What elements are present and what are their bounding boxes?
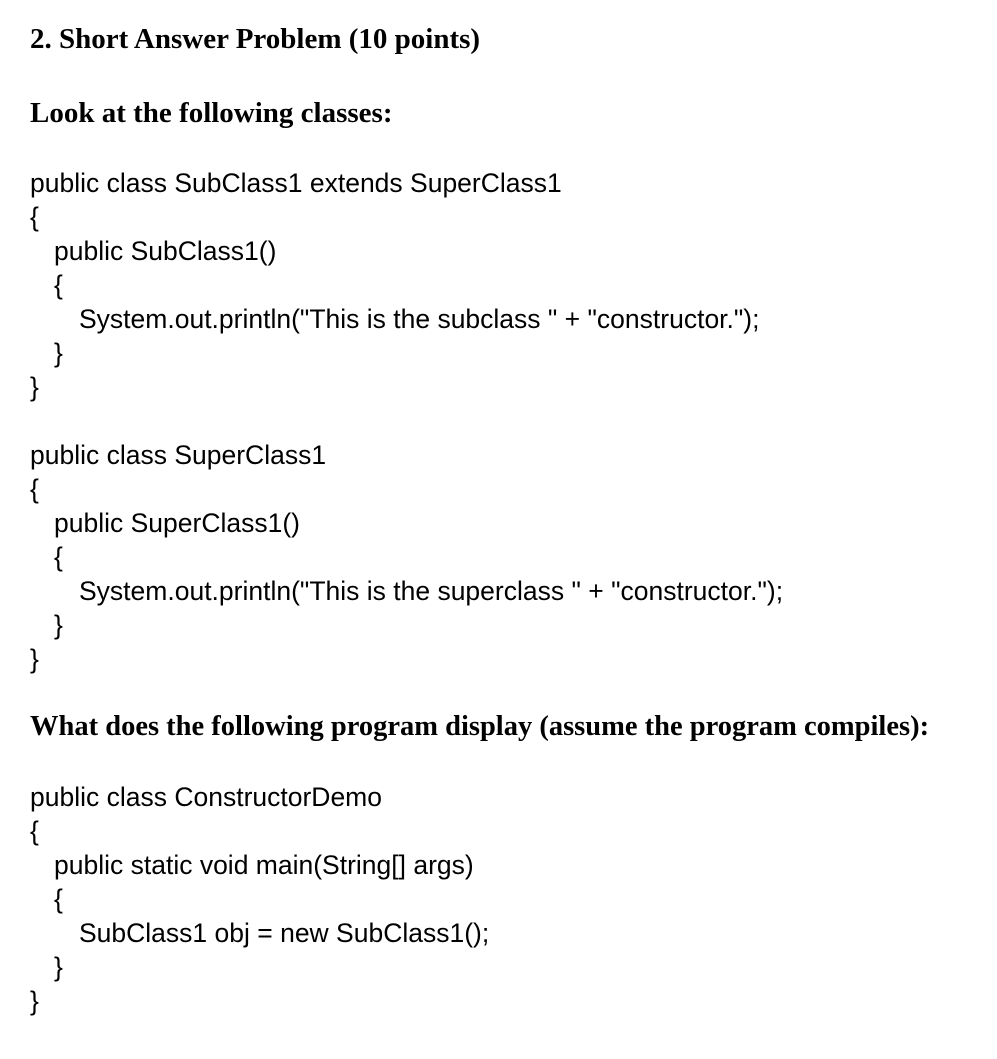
code-line: public class SuperClass1 — [30, 440, 327, 470]
code-line: public static void main(String[] args) — [54, 850, 474, 880]
code-block-superclass — [30, 438, 784, 717]
code-line: } — [54, 952, 63, 982]
code-line: } — [30, 644, 39, 674]
code-line: } — [54, 338, 63, 368]
code-line: SubClass1 obj = new SubClass1(); — [79, 918, 490, 948]
problem-title: 2. Short Answer Problem (10 points) — [30, 23, 481, 55]
code-line: { — [30, 474, 39, 504]
code-line: System.out.println("This is the subclass " + "constructor."); — [79, 304, 760, 334]
code-line: { — [54, 884, 63, 914]
code-line: } — [54, 610, 63, 640]
question-text: What does the following program display (assume the program compiles): — [30, 711, 930, 742]
intro-text: Look at the following classes: — [30, 97, 393, 129]
code-line: { — [30, 202, 39, 232]
code-block-demo — [30, 780, 490, 1059]
code-line: public SubClass1() — [54, 236, 277, 266]
code-line: public SuperClass1() — [54, 508, 300, 538]
code-line: { — [54, 542, 63, 572]
code-line: public class ConstructorDemo — [30, 782, 382, 812]
code-line: public class SubClass1 extends SuperClass1 — [30, 168, 562, 198]
code-line: { — [30, 816, 39, 846]
code-line: } — [30, 986, 39, 1016]
code-block-subclass — [30, 166, 760, 445]
code-line: System.out.println("This is the superclass " + "constructor."); — [79, 576, 784, 606]
code-line: { — [54, 270, 63, 300]
code-line: } — [30, 372, 39, 402]
